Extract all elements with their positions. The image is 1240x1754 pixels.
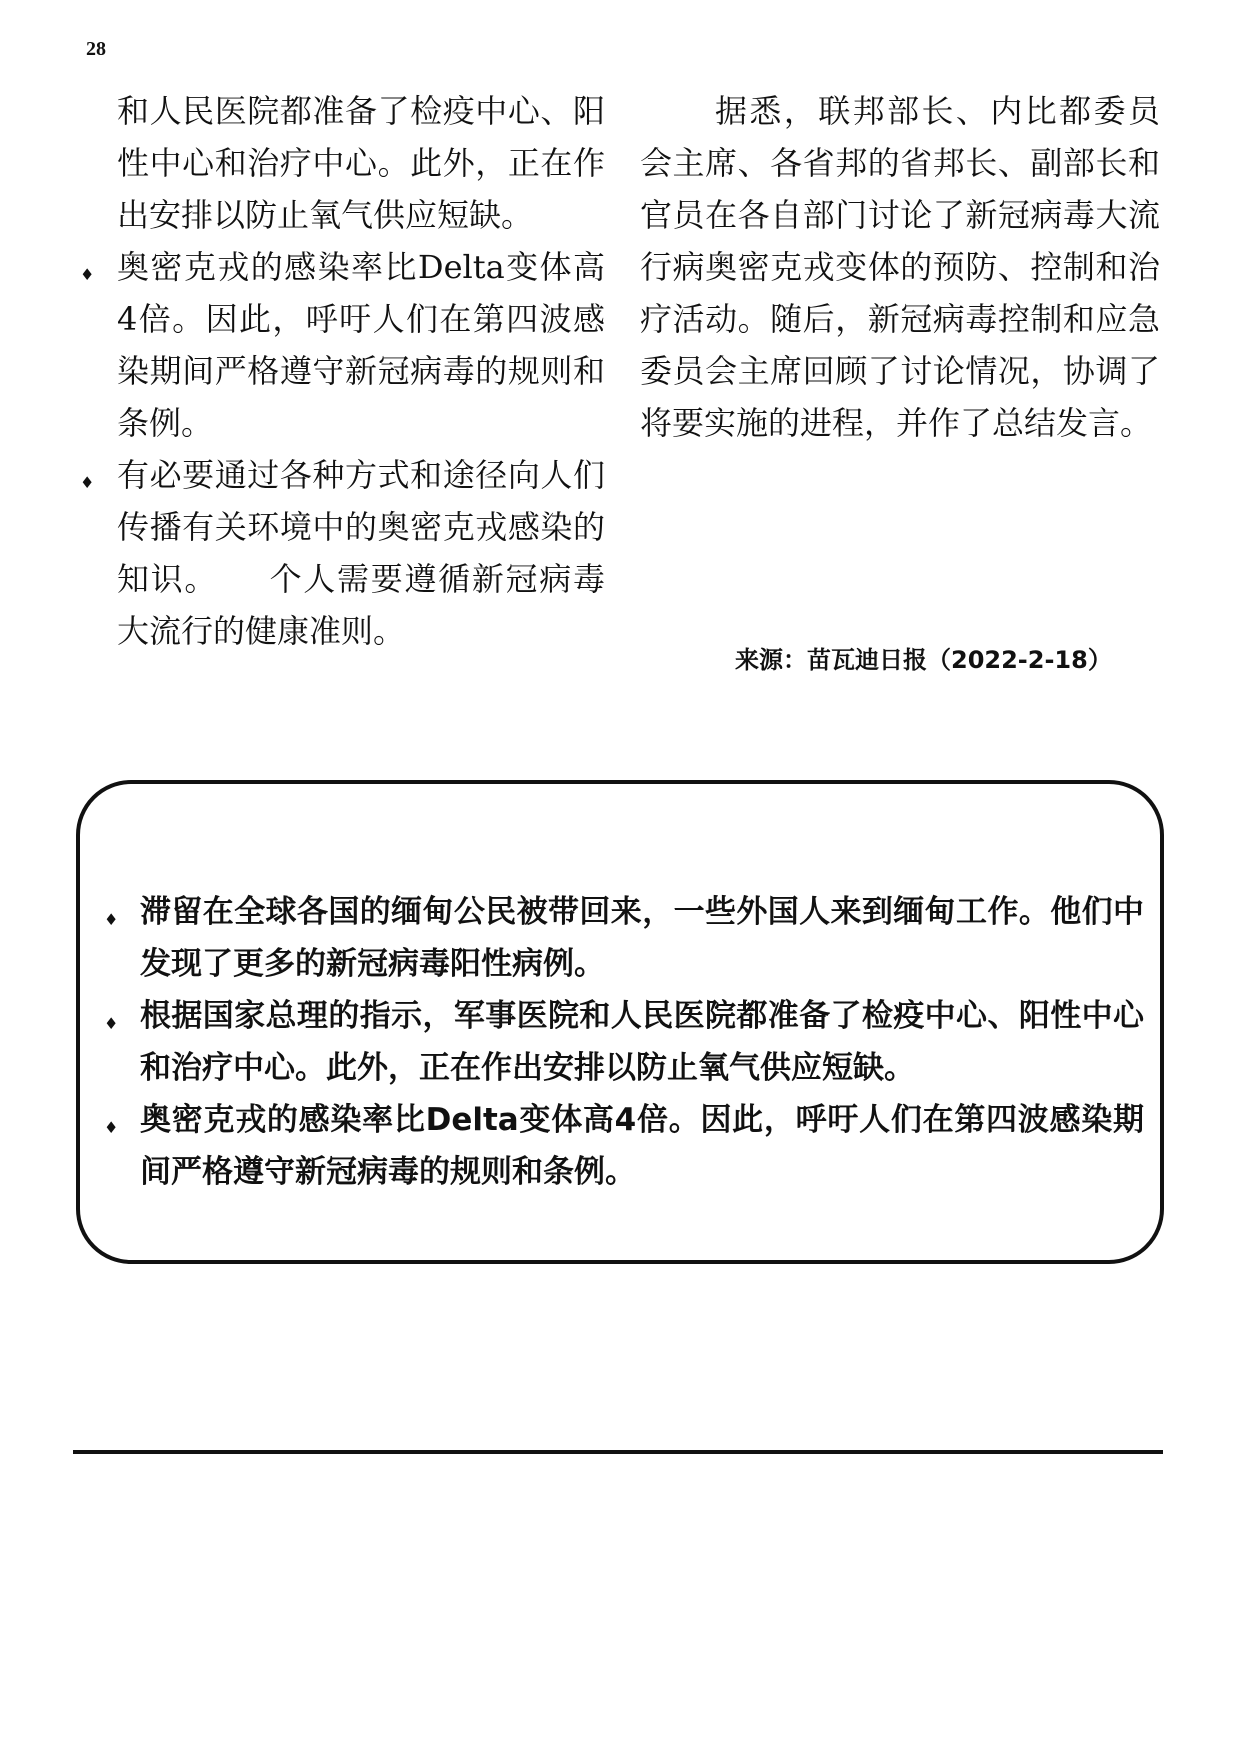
source-citation: 来源：苗瓦迪日报（2022-2-18） [735,646,1112,674]
bullet-diamond-icon: ♦ [104,1014,119,1033]
list-item [104,1094,1144,1198]
summary-item-text: 滞留在全球各国的缅甸公民被带回来，一些外国人来到缅甸工作。他们中发现了更多的新冠病毒阳性病例。 [140,894,1144,982]
list-item [80,449,605,657]
continued-text: 和人民医院都准备了检疫中心、阳性中心和治疗中心。此外，正在作出安排以防止氧气供应短缺。 [117,92,605,234]
summary-item-text: 根据国家总理的指示，军事医院和人民医院都准备了检疫中心、阳性中心和治疗中心。此外，正在作出安排以防止氧气供应短缺。 [140,998,1144,1086]
summary-item-text: 奥密克戎的感染率比Delta变体高4倍。因此，呼吁人们在第四波感染期间严格遵守新冠病毒的规则和条例。 [140,1102,1144,1190]
bullet-text: 有必要通过各种方式和途径向人们传播有关环境中的奥密克戎感染的知识。 个人需要遵循新冠病毒大流行的健康准则。 [117,456,605,650]
horizontal-divider [73,1450,1163,1454]
list-item [104,886,1144,990]
bullet-text: 奥密克戎的感染率比Delta变体高4倍。因此，呼吁人们在第四波感染期间严格遵守新冠病毒的规则和条例。 [117,248,605,442]
bullet-diamond-icon: ♦ [104,1118,119,1137]
page-number: 28 [86,38,106,60]
right-column [640,85,1160,449]
list-item [80,241,605,449]
body-paragraph: 据悉，联邦部长、内比都委员会主席、各省邦的省邦长、副部长和官员在各自部门讨论了新冠病毒大流行病奥密克戎变体的预防、控制和治疗活动。随后，新冠病毒控制和应急委员会主席回顾了讨论情况，协调了将要实施的进程，并作了总结发言。 [640,92,1160,442]
bullet-diamond-icon: ♦ [80,265,95,284]
left-column [80,85,605,657]
summary-list [104,886,1144,1198]
summary-box [76,780,1164,1264]
bullet-diamond-icon: ♦ [80,473,95,492]
list-item [104,990,1144,1094]
bullet-diamond-icon: ♦ [104,910,119,929]
